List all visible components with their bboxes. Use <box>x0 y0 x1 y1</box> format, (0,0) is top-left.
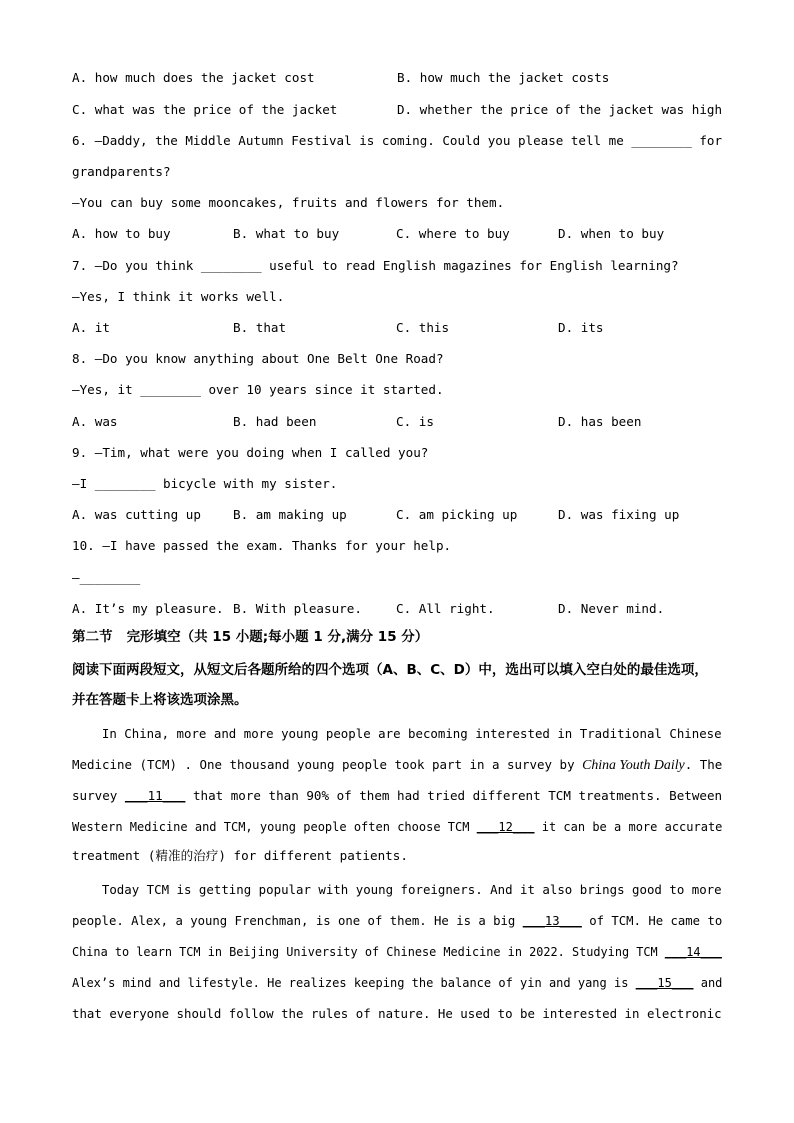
q10-option-b: B. With pleasure. <box>233 601 362 616</box>
q10-stem: 10. —I have passed the exam. Thanks for your help. <box>72 538 452 553</box>
q7-answer: —Yes, I think it works well. <box>72 289 285 304</box>
q8-option-a: A. was <box>72 414 118 429</box>
passage-p1-line-5: treatment (精准的治疗) for different patients. <box>72 848 408 863</box>
q5-option-a: A. how much does the jacket cost <box>72 70 315 85</box>
passage-text: of TCM. He came to <box>581 913 723 928</box>
passage-p1-line-3 <box>72 788 722 804</box>
q8-answer: —Yes, it ________ over 10 years since it started. <box>72 382 444 397</box>
passage-p1-line-1: In China, more and more young people are becoming interested in Traditional Chinese <box>72 726 722 741</box>
section-instruction-line-1: 阅读下面两段短文，从短文后各题所给的四个选项（A、B、C、D）中，选出可以填入空白处的最佳选项， <box>72 662 708 678</box>
passage-text: it can be a more accurate <box>534 819 723 834</box>
q7-stem: 7. —Do you think ________ useful to read English magazines for English learning? <box>72 258 679 273</box>
passage-p2-line-4 <box>72 975 722 991</box>
newspaper-title: China Youth Daily <box>582 758 685 773</box>
blank-12: ___12___ <box>476 819 535 834</box>
q9-option-c: C. am picking up <box>396 507 518 522</box>
passage-p2-line-2 <box>72 913 722 929</box>
blank-13: ___13___ <box>522 913 582 928</box>
q7-option-b: B. that <box>233 320 287 335</box>
blank-11: ___11___ <box>124 788 186 803</box>
passage-text: survey <box>72 788 125 803</box>
q10-option-c: C. All right. <box>396 601 495 616</box>
q7-option-d: D. its <box>558 320 604 335</box>
q5-option-b: B. how much the jacket costs <box>397 70 610 85</box>
q6-stem-line-2: grandparents? <box>72 164 171 179</box>
q6-option-c: C. where to buy <box>396 226 510 241</box>
q9-option-d: D. was fixing up <box>558 507 680 522</box>
passage-p2-line-1: Today TCM is getting popular with young foreigners. And it also brings good to more <box>72 882 722 897</box>
passage-p1-line-2 <box>72 757 722 774</box>
passage-text: Medicine (TCM) . One thousand young people took part in a survey by <box>72 757 583 772</box>
q10-option-a: A. It’s my pleasure. <box>72 601 224 616</box>
q10-answer: —________ <box>72 570 141 585</box>
passage-text: China to learn TCM in Beijing University of Chinese Medicine in 2022. Studying TCM <box>72 944 665 959</box>
q8-option-c: C. is <box>396 414 434 429</box>
q5-option-d: D. whether the price of the jacket was high <box>397 102 723 117</box>
passage-text: people. Alex, a young Frenchman, is one of them. He is a big <box>72 913 523 928</box>
passage-p2-line-5: that everyone should follow the rules of nature. He used to be interested in electronic <box>72 1006 722 1021</box>
blank-15: ___15___ <box>635 975 694 990</box>
passage-text: Alex’s mind and lifestyle. He realizes keeping the balance of yin and yang is <box>72 975 636 990</box>
q6-option-a: A. how to buy <box>72 226 171 241</box>
q6-answer: —You can buy some mooncakes, fruits and flowers for them. <box>72 195 505 210</box>
q6-option-d: D. when to buy <box>558 226 665 241</box>
passage-text: . The <box>684 757 723 772</box>
passage-p1-line-4 <box>72 819 722 835</box>
q10-option-d: D. Never mind. <box>558 601 665 616</box>
q7-option-c: C. this <box>396 320 450 335</box>
q8-option-b: B. had been <box>233 414 317 429</box>
q9-option-a: A. was cutting up <box>72 507 201 522</box>
q8-stem: 8. —Do you know anything about One Belt One Road? <box>72 351 444 366</box>
q9-answer: —I ________ bicycle with my sister. <box>72 476 338 491</box>
q9-option-b: B. am making up <box>233 507 347 522</box>
section-heading: 第二节 完形填空（共 15 小题;每小题 1 分,满分 15 分） <box>72 629 429 645</box>
passage-text: and <box>693 975 723 990</box>
q9-stem: 9. —Tim, what were you doing when I called you? <box>72 445 429 460</box>
q5-option-c: C. what was the price of the jacket <box>72 102 338 117</box>
section-instruction-line-2: 并在答题卡上将该选项涂黑。 <box>72 692 248 708</box>
passage-text: that more than 90% of them had tried different TCM treatments. Between <box>185 788 723 803</box>
q8-option-d: D. has been <box>558 414 642 429</box>
blank-14: ___14___ <box>664 944 722 959</box>
q6-stem-line-1: 6. —Daddy, the Middle Autumn Festival is coming. Could you please tell me ________ for <box>72 133 723 148</box>
passage-text: Western Medicine and TCM, young people often choose TCM <box>72 819 477 834</box>
passage-p2-line-3 <box>72 944 722 960</box>
q6-option-b: B. what to buy <box>233 226 340 241</box>
q7-option-a: A. it <box>72 320 110 335</box>
